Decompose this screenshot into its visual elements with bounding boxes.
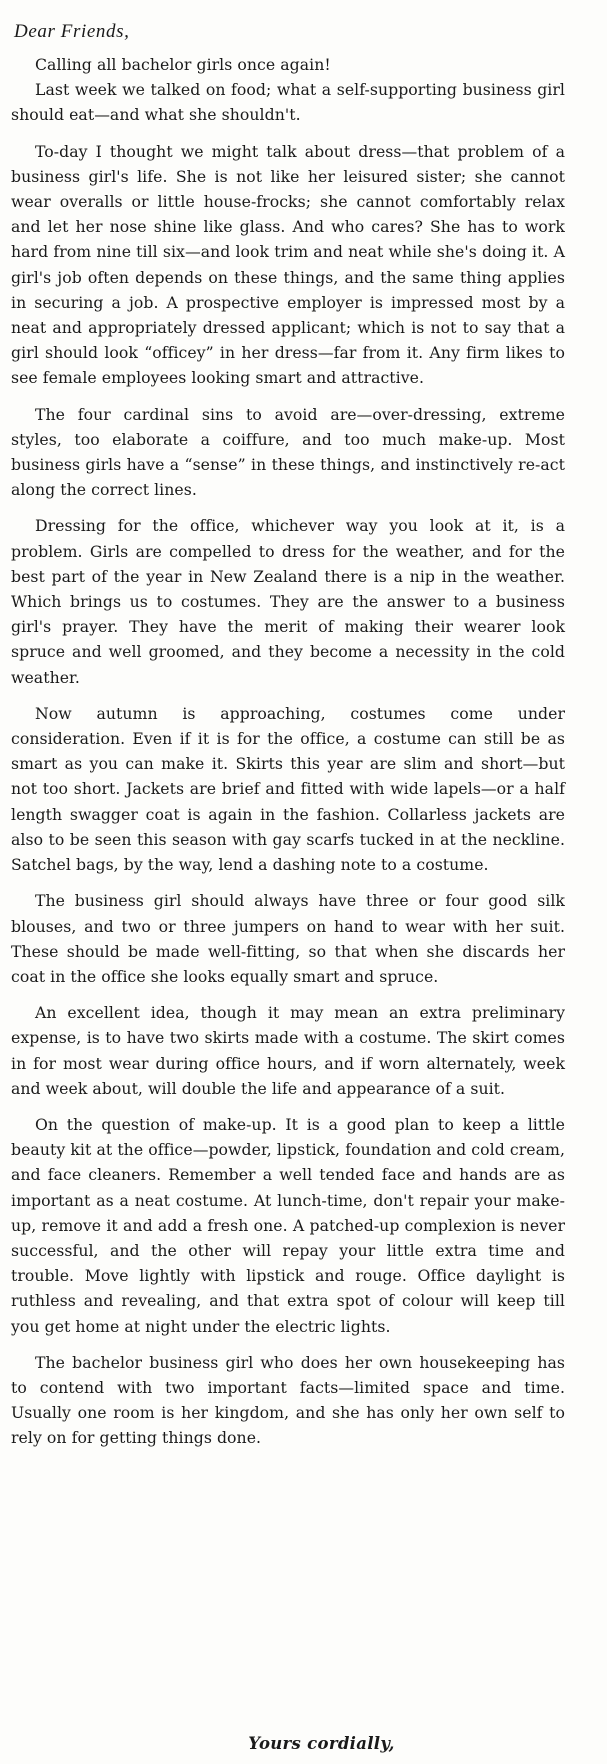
paragraph-costumes: Dressing for the office, whichever way you look at it, is a problem. Girls are compelled to dress for the weather, and for the best part of the year in New Zealand there is a nip in the weather. Which brings us to costumes. They are the answer to a business girl's prayer. They have the merit of making their wearer look spruce and well groomed, and they become a necessity in the cold weather. [11, 516, 565, 687]
letter-greeting: Dear Friends, [14, 21, 130, 42]
paragraph-opening: Calling all bachelor girls once again! [35, 55, 331, 74]
paragraph-autumn-fashion: Now autumn is approaching, costumes come under consideration. Even if it is for the office, a costume can still be as smart as you can make it. Skirts this year are slim and short—but not too short. Jackets are brief and fitted with wide lapels—or a half length swagger coat is again in the fashion. Collarless jackets are also to be seen this season with gay scarfs tucked in at the neckline. Satchel bags, by the way, lend a dashing note to a costume. [11, 703, 565, 875]
paragraph-food-recap: Last week we talked on food; what a self-supporting business girl should eat—and what she shouldn't. [11, 80, 565, 125]
paragraph-dress-problem: To-day I thought we might talk about dress—that problem of a business girl's life. She is not like her leisured sister; she cannot wear overalls or little house-frocks; she cannot comfortably relax and let her nose shine like glass. And who cares? She has to work hard from nine till six—and look trim and neat while she's doing it. A girl's job often depends on these things, and the same thing applies in securing a job. A prospective employer is impressed most by a neat and appropriately dressed applicant; which is not to say that a girl should look “officey” in her dress—far from it. Any firm likes to see female employees looking smart and attractive. [11, 141, 565, 388]
letter-body [11, 52, 565, 1462]
paragraph-two-skirts: An excellent idea, though it may mean an extra preliminary expense, is to have two skirts made with a costume. The skirt comes in for most wear during office hours, and if worn alternately, week and week about, will double the life and appearance of a suit. [11, 1003, 565, 1098]
letter-signoff: Yours cordially, [248, 1734, 395, 1753]
paragraph-blouses: The business girl should always have three or four good silk blouses, and two or three jumpers on hand to wear with her suit. These should be made well-fitting, so that when she discards her coat in the office she looks equally smart and spruce. [11, 891, 565, 986]
paragraph-make-up: On the question of make-up. It is a good plan to keep a little beauty kit at the office—powder, lipstick, foundation and cold cream, and face cleaners. Remember a well tended face and hands are as important as a neat costume. At lunch-time, don't repair your make-up, remove it and add a fresh one. A patched-up complexion is never successful, and the other will repay your little extra time and trouble. Move lightly with lipstick and rouge. Office daylight is ruthless and revealing, and that extra spot of colour will keep till you get home at night under the electric lights. [11, 1114, 565, 1336]
paragraph-cardinal-sins: The four cardinal sins to avoid are—over-dressing, extreme styles, too elaborate a coiffure, and too much make-up. Most business girls have a “sense” in these things, and instinctively re-act along the correct lines. [11, 404, 565, 500]
paragraph-housekeeping: The bachelor business girl who does her own housekeeping has to contend with two important facts—limited space and time. Usually one room is her kingdom, and she has only her own self to rely on for getting things done. [11, 1352, 565, 1448]
